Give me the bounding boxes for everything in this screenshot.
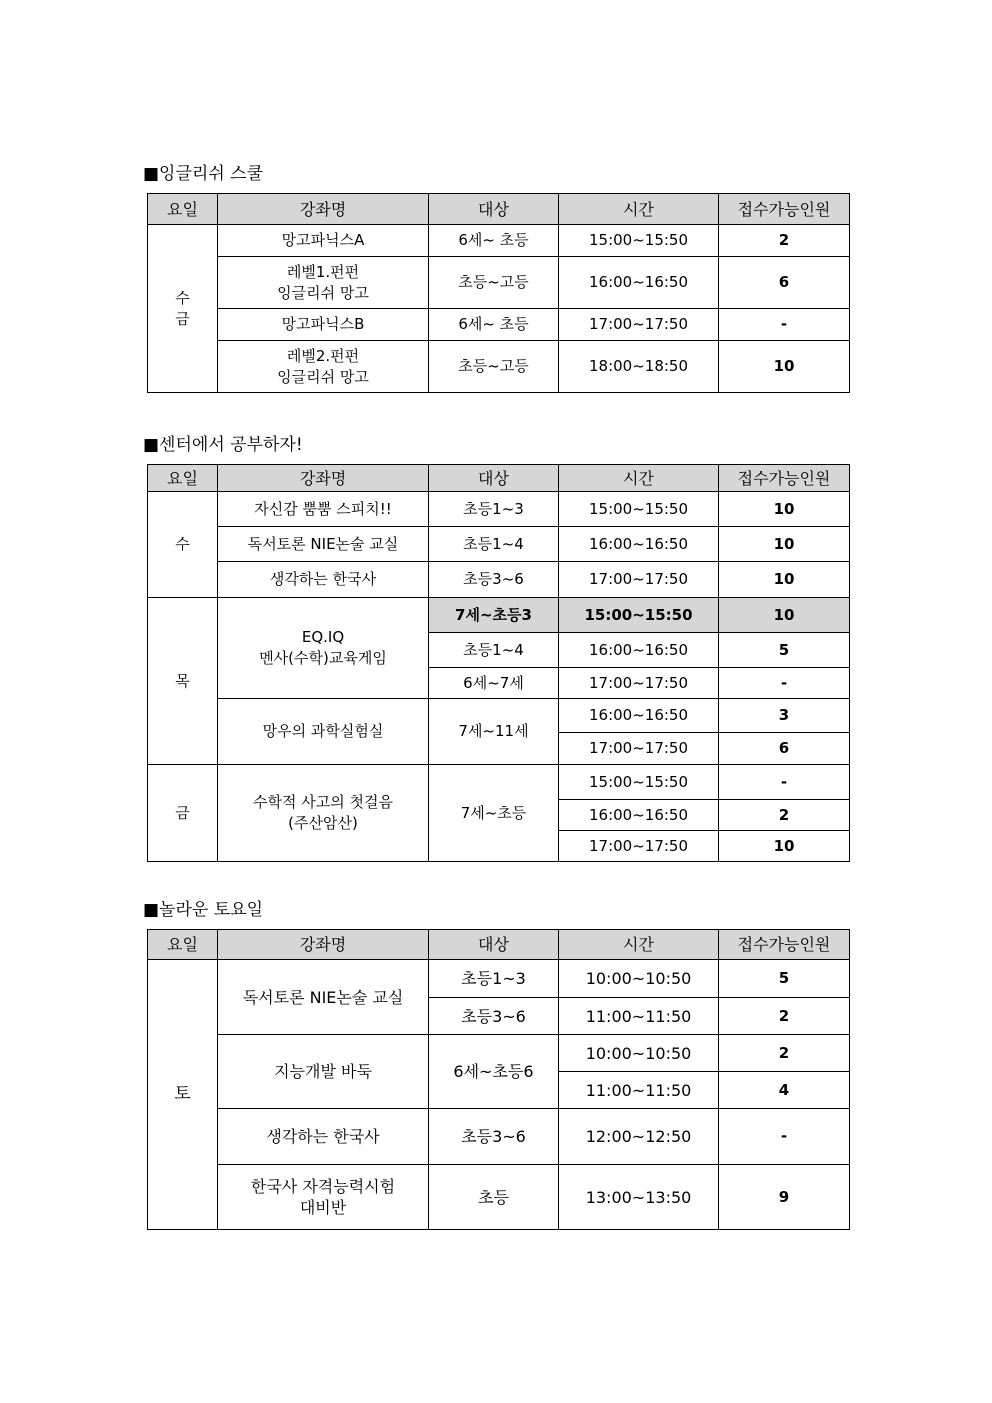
capacity-cell: 10 xyxy=(719,527,850,562)
header-time: 시간 xyxy=(559,194,719,225)
header-time: 시간 xyxy=(559,930,719,960)
course-cell: 레벨2.펀펀 잉글리쉬 망고 xyxy=(218,341,429,393)
course-cell: 한국사 자격능력시험 대비반 xyxy=(218,1165,429,1230)
time-cell: 17:00~17:50 xyxy=(559,733,719,765)
capacity-cell: 2 xyxy=(719,800,850,831)
target-cell: 초등~고등 xyxy=(429,257,559,309)
time-cell: 10:00~10:50 xyxy=(559,1035,719,1072)
saturday-table xyxy=(147,929,850,1230)
time-cell: 16:00~16:50 xyxy=(559,257,719,309)
capacity-cell: - xyxy=(719,668,850,699)
section-title-saturday: ■놀라운 토요일 xyxy=(143,900,263,920)
course-cell: 수학적 사고의 첫걸음 (주산암산) xyxy=(218,765,429,862)
target-cell: 7세~11세 xyxy=(429,699,559,765)
capacity-cell: - xyxy=(719,765,850,800)
course-cell: 레벨1.펀펀 잉글리쉬 망고 xyxy=(218,257,429,309)
target-cell: 7세~초등 xyxy=(429,765,559,862)
header-course: 강좌명 xyxy=(218,465,429,492)
table-row xyxy=(148,492,850,527)
table-header-row xyxy=(148,194,850,225)
header-target: 대상 xyxy=(429,465,559,492)
time-cell: 18:00~18:50 xyxy=(559,341,719,393)
time-cell: 11:00~11:50 xyxy=(559,998,719,1035)
header-target: 대상 xyxy=(429,194,559,225)
table-row xyxy=(148,257,850,309)
time-cell: 12:00~12:50 xyxy=(559,1109,719,1165)
course-cell: 망고파닉스B xyxy=(218,309,429,341)
capacity-cell: 6 xyxy=(719,257,850,309)
time-cell: 17:00~17:50 xyxy=(559,831,719,862)
header-time: 시간 xyxy=(559,465,719,492)
target-cell: 6세~ 초등 xyxy=(429,225,559,257)
capacity-cell: 10 xyxy=(719,341,850,393)
course-cell: 자신감 뿜뿜 스피치!! xyxy=(218,492,429,527)
course-cell: 생각하는 한국사 xyxy=(218,562,429,598)
target-cell: 6세~초등6 xyxy=(429,1035,559,1109)
header-course: 강좌명 xyxy=(218,930,429,960)
table-row xyxy=(148,1109,850,1165)
time-cell: 16:00~16:50 xyxy=(559,633,719,668)
time-cell: 15:00~15:50 xyxy=(559,492,719,527)
header-course: 강좌명 xyxy=(218,194,429,225)
capacity-cell: 10 xyxy=(719,831,850,862)
time-cell: 17:00~17:50 xyxy=(559,668,719,699)
target-cell: 초등3~6 xyxy=(429,998,559,1035)
capacity-cell: - xyxy=(719,1109,850,1165)
capacity-cell: 5 xyxy=(719,633,850,668)
table-row xyxy=(148,1165,850,1230)
time-cell: 10:00~10:50 xyxy=(559,960,719,998)
table-row xyxy=(148,341,850,393)
capacity-cell: - xyxy=(719,309,850,341)
day-cell: 금 xyxy=(148,765,218,862)
capacity-cell: 5 xyxy=(719,960,850,998)
capacity-cell: 4 xyxy=(719,1072,850,1109)
table-row xyxy=(148,1035,850,1072)
target-cell: 초등1~3 xyxy=(429,492,559,527)
target-cell: 6세~7세 xyxy=(429,668,559,699)
header-capacity: 접수가능인원 xyxy=(719,465,850,492)
center-study-table xyxy=(147,464,850,862)
capacity-cell: 3 xyxy=(719,699,850,733)
table-row-highlighted xyxy=(148,598,850,633)
header-day: 요일 xyxy=(148,465,218,492)
course-cell: 생각하는 한국사 xyxy=(218,1109,429,1165)
time-cell: 17:00~17:50 xyxy=(559,562,719,598)
target-cell: 초등1~4 xyxy=(429,633,559,668)
time-cell: 11:00~11:50 xyxy=(559,1072,719,1109)
table-row xyxy=(148,960,850,998)
target-cell: 초등~고등 xyxy=(429,341,559,393)
capacity-cell: 10 xyxy=(719,598,850,633)
day-cell: 목 xyxy=(148,598,218,765)
target-cell: 초등3~6 xyxy=(429,1109,559,1165)
target-cell: 초등1~3 xyxy=(429,960,559,998)
course-cell: EQ.IQ 멘사(수학)교육게임 xyxy=(218,598,429,699)
table-header-row xyxy=(148,465,850,492)
time-cell: 16:00~16:50 xyxy=(559,527,719,562)
english-school-table xyxy=(147,193,850,393)
header-day: 요일 xyxy=(148,930,218,960)
course-cell: 망우의 과학실험실 xyxy=(218,699,429,765)
time-cell: 15:00~15:50 xyxy=(559,225,719,257)
table-row xyxy=(148,225,850,257)
header-capacity: 접수가능인원 xyxy=(719,194,850,225)
table-row xyxy=(148,765,850,800)
target-cell: 초등3~6 xyxy=(429,562,559,598)
time-cell: 16:00~16:50 xyxy=(559,800,719,831)
capacity-cell: 2 xyxy=(719,225,850,257)
table-row xyxy=(148,527,850,562)
section-title-center-study: ■센터에서 공부하자! xyxy=(143,435,303,455)
time-cell: 17:00~17:50 xyxy=(559,309,719,341)
table-row xyxy=(148,309,850,341)
target-cell: 초등 xyxy=(429,1165,559,1230)
course-cell: 망고파닉스A xyxy=(218,225,429,257)
table-row xyxy=(148,562,850,598)
header-day: 요일 xyxy=(148,194,218,225)
time-cell: 16:00~16:50 xyxy=(559,699,719,733)
time-cell: 15:00~15:50 xyxy=(559,598,719,633)
capacity-cell: 6 xyxy=(719,733,850,765)
course-cell: 독서토론 NIE논술 교실 xyxy=(218,960,429,1035)
capacity-cell: 2 xyxy=(719,998,850,1035)
table-header-row xyxy=(148,930,850,960)
header-target: 대상 xyxy=(429,930,559,960)
target-cell: 초등1~4 xyxy=(429,527,559,562)
target-cell: 6세~ 초등 xyxy=(429,309,559,341)
header-capacity: 접수가능인원 xyxy=(719,930,850,960)
day-cell: 수 금 xyxy=(148,225,218,393)
capacity-cell: 9 xyxy=(719,1165,850,1230)
table-row xyxy=(148,699,850,733)
course-cell: 지능개발 바둑 xyxy=(218,1035,429,1109)
time-cell: 15:00~15:50 xyxy=(559,765,719,800)
target-cell: 7세~초등3 xyxy=(429,598,559,633)
section-title-english-school: ■잉글리쉬 스쿨 xyxy=(143,164,263,184)
capacity-cell: 2 xyxy=(719,1035,850,1072)
course-cell: 독서토론 NIE논술 교실 xyxy=(218,527,429,562)
capacity-cell: 10 xyxy=(719,492,850,527)
day-cell: 토 xyxy=(148,960,218,1230)
day-cell: 수 xyxy=(148,492,218,598)
time-cell: 13:00~13:50 xyxy=(559,1165,719,1230)
capacity-cell: 10 xyxy=(719,562,850,598)
